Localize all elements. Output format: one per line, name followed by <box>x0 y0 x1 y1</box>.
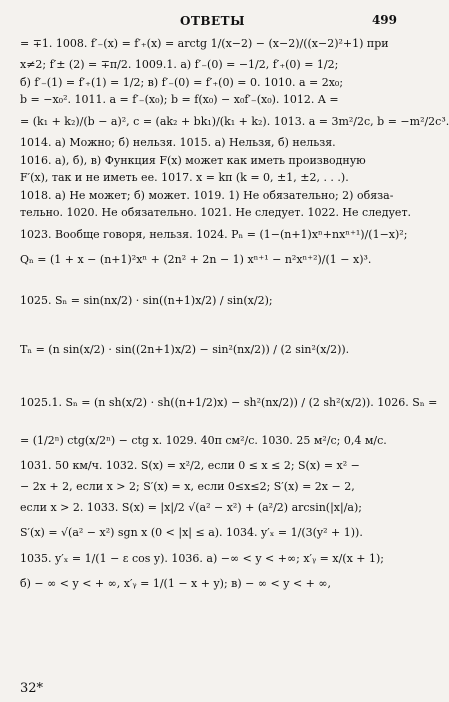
answer-line: b = −x₀². 1011. a = f′₋(x₀); b = f(x₀) − x₀f′₋(x₀). 1012. A = <box>20 93 339 107</box>
answer-line: 1018. а) Не может; б) может. 1019. 1) Не обязательно; 2) обяза- <box>20 188 394 202</box>
answer-line: x≠2; f′± (2) = ∓π/2. 1009.1. а) f′₋(0) = −1/2, f′₊(0) = 1/2; <box>20 58 339 72</box>
answer-line: 1023. Вообще говоря, нельзя. 1024. Pₙ = (1−(n+1)xⁿ+nxⁿ⁺¹)/(1−x)²; <box>20 228 408 242</box>
answers-text <box>20 32 449 595</box>
answer-line: = (1/2ⁿ) ctg(x/2ⁿ) − ctg x. 1029. 40π см²/с. 1030. 25 м²/с; 0,4 м/с. <box>20 433 387 447</box>
answer-line: 1031. 50 км/ч. 1032. S(x) = x²/2, если 0 ≤ x ≤ 2; S(x) = x² − <box>20 458 360 472</box>
answer-line: 1035. y′ₓ = 1/(1 − ε cos y). 1036. а) −∞ < y < +∞; x′ᵧ = x/(x + 1); <box>20 551 384 565</box>
page-header <box>20 10 405 32</box>
answer-line: 1016. а), б), в) Функция F(x) может как иметь производную <box>20 153 366 167</box>
answer-line: S′(x) = √(a² − x²) sgn x (0 < |x| ≤ a). 1034. y′ₓ = 1/(3(y² + 1)). <box>20 526 363 540</box>
signature-mark: 32* <box>20 681 44 696</box>
formula-s-n-sh: 1025.1. Sₙ = (n sh(x/2) · sh((n+1/2)x) − sh²(nx/2)) / (2 sh²(x/2)). 1026. Sₙ = <box>20 396 438 410</box>
answer-line: − 2x + 2, если x > 2; S′(x) = x, если 0≤x≤2; S′(x) = 2x − 2, <box>20 479 355 493</box>
formula-s-n: 1025. Sₙ = sin(nx/2) · sin((n+1)x/2) / sin(x/2); <box>20 294 273 308</box>
answer-line: 1014. а) Можно; б) нельзя. 1015. а) Нельзя, б) нельзя. <box>20 136 336 150</box>
answer-line: = ∓1. 1008. f′₋(x) = f′₊(x) = arctg 1/(x−2) − (x−2)/((x−2)²+1) при <box>20 37 389 50</box>
answer-line: F′(x), так и не иметь ее. 1017. x = kπ (k = 0, ±1, ±2, . . .). <box>20 171 349 185</box>
page-title: ОТВЕТЫ <box>179 14 246 28</box>
answer-line: Qₙ = (1 + x − (n+1)²xⁿ + (2n² + 2n − 1) xⁿ⁺¹ − n²xⁿ⁺²)/(1 − x)³. <box>20 253 372 267</box>
answer-line: если x > 2. 1033. S(x) = |x|/2 √(a² − x²) + (a²/2) arcsin(|x|/a); <box>20 501 362 515</box>
answer-line: б) − ∞ < y < + ∞, x′ᵧ = 1/(1 − x + y); в) − ∞ < y < + ∞, <box>20 576 332 590</box>
page-number: 499 <box>371 13 397 27</box>
answer-line: тельно. 1020. Не обязательно. 1021. Не следует. 1022. Не следует. <box>20 206 412 220</box>
answer-line: б) f′₋(1) = f′₊(1) = 1/2; в) f′₋(0) = f′₊(0) = 0. 1010. a = 2x₀; <box>20 75 344 89</box>
answer-line: = (k₁ + k₂)/(b − a)², c = (ak₂ + bk₁)/(k₁ + k₂). 1013. a = 3m²/2c, b = −m²/2c³. <box>20 114 449 128</box>
formula-t-n: Tₙ = (n sin(x/2) · sin((2n+1)x/2) − sin²(nx/2)) / (2 sin²(x/2)). <box>20 343 350 357</box>
